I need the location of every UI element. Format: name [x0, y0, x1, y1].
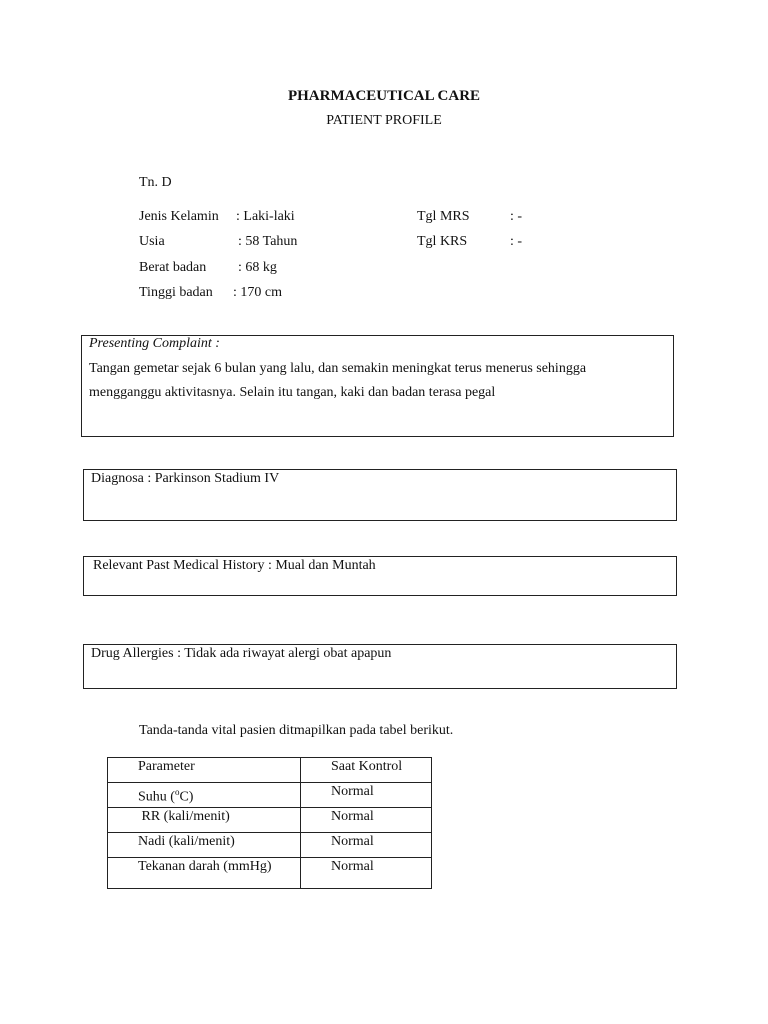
complaint-box: [81, 335, 674, 437]
table-row: [108, 833, 432, 858]
value-cell: Normal: [301, 808, 432, 833]
value-cell: Normal: [301, 783, 432, 808]
krs-label: Tgl KRS: [417, 234, 468, 249]
mrs-label: Tgl MRS: [417, 209, 470, 224]
table-row: [108, 858, 432, 889]
gender-label: Jenis Kelamin: [139, 209, 219, 224]
weight-label: Berat badan: [139, 260, 207, 275]
complaint-line-1: Tangan gemetar sejak 6 bulan yang lalu, dan semakin meningkat terus menerus sehingga: [89, 361, 587, 376]
history-box: [83, 556, 677, 596]
header-parameter: Parameter: [108, 758, 301, 783]
age-value: : 58 Tahun: [238, 234, 298, 249]
history-text: Relevant Past Medical History : Mual dan Muntah: [93, 558, 376, 573]
weight-value: : 68 kg: [238, 260, 277, 275]
gender-value: : Laki-laki: [236, 209, 295, 224]
document-title: PHARMACEUTICAL CARE: [287, 88, 481, 104]
value-cell: Normal: [301, 833, 432, 858]
document-subtitle: PATIENT PROFILE: [326, 113, 442, 128]
complaint-label: Presenting Complaint :: [89, 336, 220, 351]
mrs-value: : -: [510, 209, 523, 224]
header-saat-kontrol: Saat Kontrol: [301, 758, 432, 783]
param-cell: Suhu ($^o$C): [108, 783, 301, 808]
height-label: Tinggi badan: [139, 285, 213, 300]
krs-value: : -: [510, 234, 523, 249]
param-cell: Nadi (kali/menit): [108, 833, 301, 858]
vitals-intro: Tanda-tanda vital pasien ditmapilkan pada tabel berikut.: [139, 723, 454, 738]
vitals-table: [107, 757, 432, 889]
allergies-text: Drug Allergies : Tidak ada riwayat alergi obat apapun: [91, 646, 392, 661]
table-row: [108, 783, 432, 808]
table-row: [108, 808, 432, 833]
table-header-row: [108, 758, 432, 783]
allergies-box: [83, 644, 677, 689]
age-label: Usia: [139, 234, 165, 249]
value-cell: Normal: [301, 858, 432, 889]
diagnosis-text: Diagnosa : Parkinson Stadium IV: [91, 471, 280, 486]
patient-name: Tn. D: [139, 175, 172, 190]
diagnosis-box: [83, 469, 677, 521]
param-cell: RR (kali/menit): [108, 808, 301, 833]
height-value: : 170 cm: [233, 285, 282, 300]
complaint-line-2: mengganggu aktivitasnya. Selain itu tangan, kaki dan badan terasa pegal: [89, 385, 496, 400]
param-cell: Tekanan darah (mmHg): [108, 858, 301, 889]
